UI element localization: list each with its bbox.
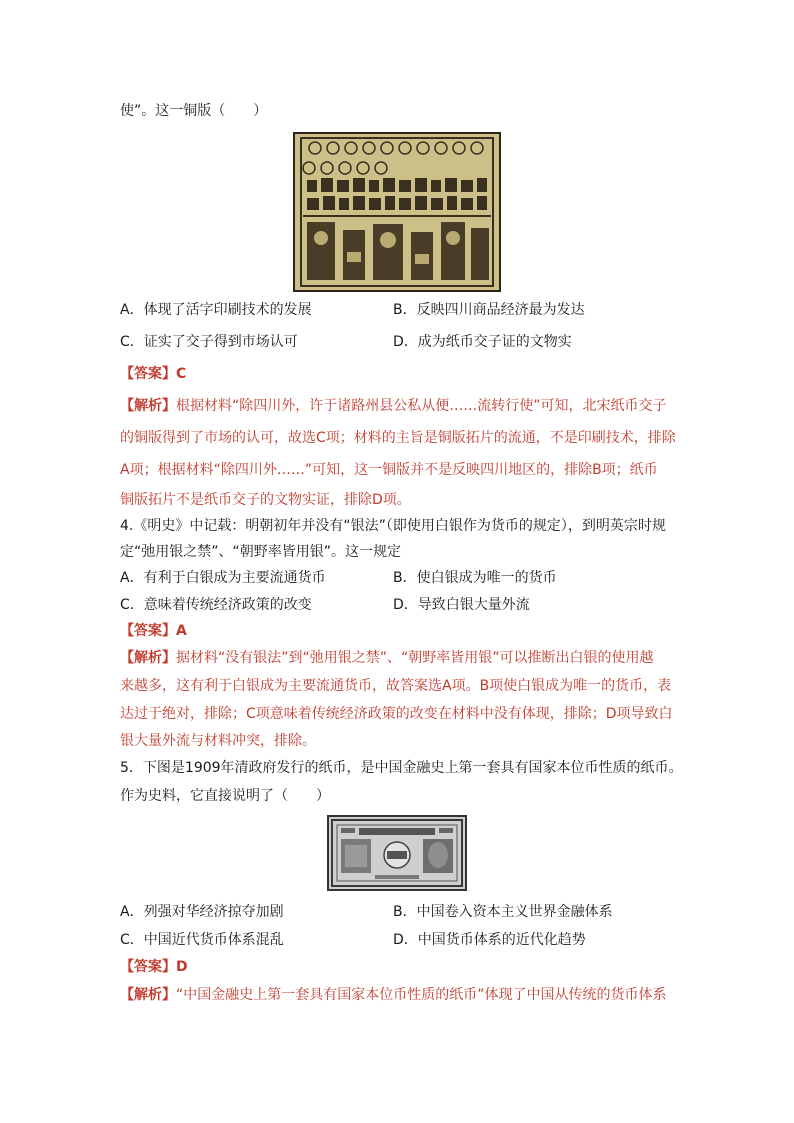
q4-option-c: C．意味着传统经济政策的改变 bbox=[120, 597, 312, 613]
q5-option-c: C．中国近代货币体系混乱 bbox=[120, 932, 284, 948]
answer-label: 【答案】 bbox=[120, 366, 176, 382]
answer-label: 【答案】 bbox=[120, 959, 176, 975]
q4-option-d: D．导致白银大量外流 bbox=[393, 597, 530, 613]
answer-value: C bbox=[176, 366, 187, 382]
q4-analysis-line-1 bbox=[120, 648, 654, 668]
q5-stem-line-2: 作为史料，它直接说明了（ ） bbox=[120, 788, 330, 804]
answer-label: 【答案】 bbox=[120, 623, 176, 639]
analysis-text: 据材料“没有银法”到“弛用银之禁”、“朝野率皆用银”可以推断出白银的使用越 bbox=[176, 650, 654, 666]
q3-analysis-line-4: 铜版拓片不是纸币交子的文物实证，排除D项。 bbox=[120, 492, 411, 508]
q4-option-a: A．有利于白银成为主要流通货币 bbox=[120, 570, 326, 586]
q5-option-a: A．列强对华经济掠夺加剧 bbox=[120, 904, 284, 920]
q3-option-c: C．证实了交子得到市场认可 bbox=[120, 334, 298, 350]
q5-option-d: D．中国货币体系的近代化趋势 bbox=[393, 932, 586, 948]
q5-option-b: B．中国卷入资本主义世界金融体系 bbox=[393, 904, 613, 920]
analysis-text: 根据材料“除四川外，许于诸路州县公私从便……流转行使”可知，北宋纸币交子 bbox=[176, 398, 667, 414]
q4-analysis-line-4: 银大量外流与材料冲突，排除。 bbox=[120, 733, 316, 749]
q3-answer bbox=[120, 364, 186, 384]
q5-answer bbox=[120, 957, 188, 977]
qing-1909-banknote-image bbox=[327, 815, 467, 891]
banknote-graphic bbox=[329, 817, 465, 889]
q3-analysis-line-2: 的铜版得到了市场的认可，故选C项；材料的主旨是铜版拓片的流通，不是印刷技术，排除 bbox=[120, 430, 676, 446]
q4-answer bbox=[120, 621, 187, 641]
question-3-stem-tail: 使”。这一铜版（ ） bbox=[120, 103, 268, 119]
analysis-label: 【解析】 bbox=[120, 398, 176, 414]
q5-analysis-line-1 bbox=[120, 985, 667, 1005]
answer-value: D bbox=[176, 959, 188, 975]
q4-stem-line-1: 4.《明史》中记载：明朝初年并没有“银法”（即使用白银作为货币的规定），到明英宗时规 bbox=[120, 518, 666, 534]
q3-analysis-line-1 bbox=[120, 396, 667, 416]
q3-analysis-line-3: A项；根据材料“除四川外……”可知，这一铜版并不是反映四川地区的，排除B项；纸币 bbox=[120, 462, 658, 478]
q4-analysis-line-3: 达过于绝对，排除；C项意味着传统经济政策的改变在材料中没有体现，排除；D项导致白 bbox=[120, 706, 673, 722]
q4-analysis-line-2: 来越多，这有利于白银成为主要流通货币，故答案选A项。B项使白银成为唯一的货币，表 bbox=[120, 678, 672, 694]
q3-option-b: B．反映四川商品经济最为发达 bbox=[393, 302, 585, 318]
analysis-label: 【解析】 bbox=[120, 650, 176, 666]
q4-option-b: B．使白银成为唯一的货币 bbox=[393, 570, 557, 586]
q4-stem-line-2: 定“弛用银之禁”、“朝野率皆用银”。这一规定 bbox=[120, 544, 402, 560]
q3-option-d: D．成为纸币交子证的文物实 bbox=[393, 334, 572, 350]
q5-stem-line-1: 5．下图是1909年清政府发行的纸币，是中国金融史上第一套具有国家本位币性质的纸币。 bbox=[120, 760, 683, 776]
q3-option-a: A．体现了活字印刷技术的发展 bbox=[120, 302, 312, 318]
analysis-label: 【解析】 bbox=[120, 987, 176, 1003]
jiaozi-copper-plate-rubbing bbox=[293, 132, 501, 292]
analysis-text: “中国金融史上第一套具有国家本位币性质的纸币”体现了中国从传统的货币体系 bbox=[176, 987, 667, 1003]
answer-value: A bbox=[176, 623, 187, 639]
jiaozi-rubbing-graphic bbox=[295, 134, 499, 290]
